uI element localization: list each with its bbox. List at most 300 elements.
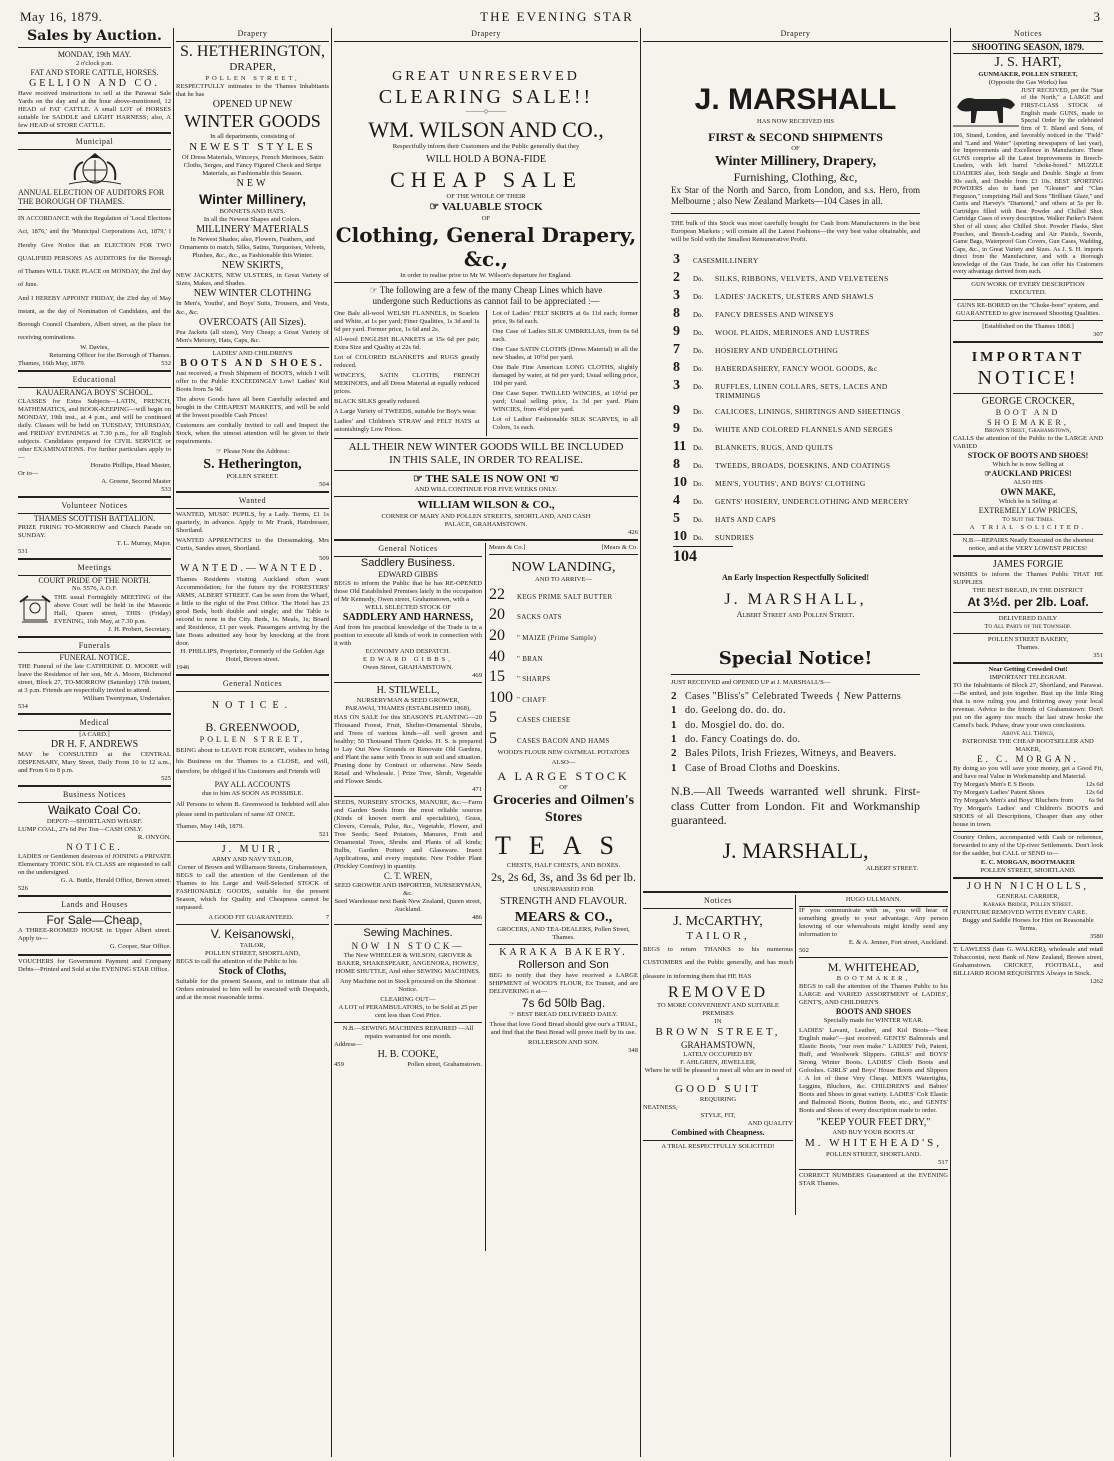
crowded-out: Near Getting Crowded Out! xyxy=(988,665,1068,673)
boots-body: Just received, a Fresh Shipment of BOOTS, which I will offer to the Public EXCEEDINGLY Low! Ladies' Kid Boots from 5s 9d. xyxy=(176,370,329,394)
saddlery-title: Saddlery Business. xyxy=(360,556,456,569)
inspection: An Early Inspection Respectfully Solicited! xyxy=(721,572,870,582)
ullmann-title: HUGO ULLMANN. xyxy=(799,895,948,907)
case-row xyxy=(673,420,918,437)
greenwood-date: Thames, May 14th, 1879. xyxy=(176,822,244,830)
case-item: GENTS' HOSIERY, UNDERCLOTHING AND MERCERY xyxy=(715,496,910,506)
forgie-body: WISHES to inform the Thames Public THAT HE SUPPLIES xyxy=(953,570,1103,587)
court-body: THE usual Fortnightly MEETING of the above Court will be held in the Masonic Hall, Queen street, THIS (Friday) EVENING, 16th May, at 7.30 p.m. xyxy=(54,593,171,625)
bonnets: BONNETS AND HATS. xyxy=(219,207,286,215)
wren-name: C. T. WREN, xyxy=(383,871,433,882)
court-title: COURT PRIDE OF THE NORTH. xyxy=(38,575,151,585)
mccarthy-name: J. McCARTHY, xyxy=(673,913,763,929)
coat-of-arms-icon xyxy=(65,152,125,186)
ad-number: 307 xyxy=(1093,331,1103,339)
court-signature: J. H. Probert, Secretary. xyxy=(108,625,171,633)
strength-flavour: STRENGTH AND FLAVOUR. xyxy=(500,896,627,908)
new-clothing: NEW WINTER CLOTHING xyxy=(193,288,312,300)
shop-name: S. HETHERINGTON, xyxy=(179,42,326,60)
best-bread: THE BEST BREAD, IN THE DISTRICT xyxy=(972,587,1084,595)
clothing-body: In Men's, Youths', and Boys' Suits, Trousers, and Vests, &c., &c. xyxy=(176,300,329,316)
landing-row xyxy=(489,688,638,708)
case-item: MILLINERY xyxy=(715,255,759,265)
case-item: LADIES' JACKETS, ULSTERS AND SHAWLS xyxy=(715,291,874,301)
suit-times: To Suit the Times. xyxy=(1002,515,1054,523)
special-row xyxy=(671,762,920,775)
case-unit: Do. xyxy=(693,274,704,283)
ad-number: 532 xyxy=(161,360,171,368)
morgan-address: POLLEN STREET, SHORTLAND. xyxy=(980,866,1076,874)
groceries: Groceries and Oilmen's Stores xyxy=(492,792,635,825)
gun-work: GUN WORK OF EVERY DESCRIPTION EXECUTED. xyxy=(971,280,1085,296)
case-item: HABERDASHERY, FANCY WOOL GOODS, &c xyxy=(715,364,878,374)
keisanowski-body: BEGS to call the attention of the Public to his xyxy=(176,957,297,965)
dress-materials: Of Dress Materials, Winceys, French Merinoes, Satin Cloths, Serges, and Fancy Figured Check and Stripe Materials, as Fashionable this Season. xyxy=(181,154,324,178)
election-title: ANNUAL ELECTION OF AUDITORS FOR THE BOROUGH OF THAMES. xyxy=(18,187,165,207)
coal-signature: R. ONYON. xyxy=(137,833,171,841)
also: ALSO— xyxy=(551,759,576,767)
landing-qty: 20 xyxy=(489,626,505,644)
case-row xyxy=(673,492,918,509)
case-qty: 10 xyxy=(673,529,687,545)
case-row xyxy=(673,377,918,400)
landing-item: CASES CHEESE xyxy=(517,716,571,725)
cheap-line: One Bale Fine American LONG CLOTHS, slightly damaged by water, at 6d per yard; Usual selling price, 10d per yard. xyxy=(492,363,638,387)
cheap-line: BLACK SILKS greatly reduced. xyxy=(334,397,421,405)
ad-number: 531 xyxy=(18,547,28,555)
case-qty: 8 xyxy=(673,306,680,321)
newest-styles: NEWEST STYLES xyxy=(189,140,316,153)
section-municipal: Municipal xyxy=(18,136,171,150)
following-lines: The following are a few of the many Cheap Lines which have undergone such Reductions as cannot fail to be appreciated :— xyxy=(372,284,603,306)
cheap-line: One Case Super. TWILLED WINCIES, at 10½d per yard; Usual selling price, 1s 3d per yard. Plain WINCIES, from 4½d per yard. xyxy=(492,389,638,413)
cooke-address: Pollen street, Grahamstown. xyxy=(407,1061,482,1069)
notice-title: NOTICE. xyxy=(211,699,294,711)
landing-row xyxy=(489,729,638,749)
marshall-name-2: J. MARSHALL, xyxy=(724,591,867,609)
boots-heading: LADIES' AND CHILDREN'S xyxy=(212,349,293,357)
notices-block xyxy=(643,895,948,1215)
furniture: FURNITURE REMOVED WITH EVERY CARE. xyxy=(953,908,1087,916)
section-funerals: Funerals xyxy=(18,640,171,654)
respectfully-inform: Respectfully inform their Customers and the Public generally that they xyxy=(392,143,580,151)
hart-body: JUST RECEIVED, per the "Star of the North," a LARGE and FIRST-CLASS STOCK of English made GUNS, made to Special Order by the celebrated firm of T. Bland and Sons, of 106, Strand, London, and favorably noticed in the "Field" and "Land and Water" (sporting newspapers of last year), for Improvements and Excellence in Manufacture. These GUNS comprise all the Latest Improvements in Breech-Loaders, with left barrel "choke-bored." MUZZLE LOADERS also, both Single and Double. Single at from 30s each, and Double from £3 10s. BEST SPORTING POWDERS also to hand per "Gleaner" and "Clan Ferguson," comprising Hall and Sons "Brilliant Glaze," and Curtis and Harvey's "Diamond," and others at 5s per lb. Cartridges filled with Best Powder and Chilled Shot. Cartridge Cases of every description. Walker Parker's Patent Shot of all sizes; also Chilled Shot. Powder Flasks, Shot Pouches, and Breech-Loading and Air Pistols, Swords, Game Bags, Waterproof Gun Covers, Gun Cases, Wadding, Caps, &c., in Great Variety and Sizes. As J. S. H. imports direct from the Manufacturer, and with a thorough knowledge of the Gun Trade, he can offer his Customers every advantage derived from such. xyxy=(953,86,1103,276)
combined: Combined with Cheapness. xyxy=(671,1128,765,1138)
landing-item: " BRAN xyxy=(517,654,543,663)
quality: AND QUALITY xyxy=(747,1120,793,1128)
new-heading: NEW xyxy=(236,178,269,190)
morgan-body: By doing so you will save your money, get a Good Fit, and have real Value in Workmanship and Material. xyxy=(953,765,1103,781)
chests: CHESTS, HALF CHESTS, AND BOXES. xyxy=(506,861,621,869)
landing-item: " SHARPS xyxy=(517,675,551,684)
case-item: FANCY DRESSES AND WINSEYS xyxy=(715,310,834,319)
wanted-3-title: WANTED.—WANTED. xyxy=(180,563,325,575)
price-row xyxy=(953,781,1103,789)
section-wanted: Wanted xyxy=(176,495,329,509)
correct-numbers: CORRECT NUMBERS Guaranteed at the EVENING STAR Thames. xyxy=(799,1171,948,1187)
ahlgren: F. AHLGREN, JEWELLER, xyxy=(680,1058,756,1066)
special-qty: 1 xyxy=(671,704,677,717)
unsurpassed: UNSURPASSED FOR xyxy=(533,886,594,894)
price-item: Try Morgan's Men's and Boys' Bluchers from xyxy=(953,797,1074,805)
case-unit: Do. xyxy=(693,443,704,452)
low-prices: EXTREMELY LOW PRICES, xyxy=(978,505,1078,515)
ad-number: 525 xyxy=(161,775,171,783)
column-3: Drapery GREAT UNRESERVED CLEARING SALE!! ———◇——— WM. WILSON AND CO., Respectfully inform their Customers and the Public generally that they WILL HOLD A BONA-FIDE CHEAP SALE OF THE WHOLE OF THEIR ☞ VALUABLE STOCK OF Clothing, General Drapery, &c., In order to realise prior to Mr W. Wilson's departure for England. ☞ The following are a few of the many Cheap Lines which have undergone such Reductions as cannot fail to be appreciated :— One Bale all-wool WELSH FLANNELS, in Scarlets and White, at 1s per yard; Finer Qualities, 1s 3d and 1s 6d per yard. Former price, 1s 6d and 2s. All-wool ENGLISH BLANKETS at 15s 6d per pair; Extra Size and Quality at 22s 6d. Lot of COLORED BLANKETS and RUGS greatly reduced. WINCEYS, SATIN CLOTHS, FRENCH MERINOES, and all Dress Material at equally reduced prices. BLACK SILKS greatly reduced. A Large Variety of TWEEDS, suitable for Boy's wear. Ladies' and Children's STRAW and FELT HATS at astonishingly Low Prices. Lot of Ladies' FELT SKIRTS at 6s 11d each; former price, 9s 6d each. One Case of Ladies SILK UMBRELLAS, from 6s 6d each. One Case SATIN CLOTHS (Dress Material) in all the new Shades, at 10½d per yard. One Bale Fine American LONG CLOTHS, slightly damaged by water, at 6d per yard; Usual selling price, 10d per yard. One Case Super. TWILLED WINCIES, at 10½d per yard; Usual selling price, 1s 3d per yard. Plain WINCIES, from 4½d per yard. Lot of Ladies' Fashionable SILK SCARVES, in all Colors, 1s each. ALL THEIR NEW WINTER GOODS WILL BE INCLUDED IN THIS SALE, IN ORDER TO REALISE. ☞ THE SALE IS NOW ON! ☜ AND WILL CONTINUE FOR FIVE WEEKS ONLY. WILLIAM WILSON & CO., CORNER OF MARY AND POLLEN STREETS, SHORTLAND, AND CASH PALACE, GRAHAMSTOWN. 426 General Notices Saddlery Business. EDWARD GIBBS BEGS to inform the Public that he has RE-OPENED those Old Established Premises lately in the occupation of Mr Kennedy, Owen street, Grahamstown, with a WELL SELECTED STOCK OF SADDLERY AND HARNESS, And from his practical knowledge of the Trade is in a position to execute all kinds of work in connection with it with ECONOMY AND DESPATCH. EDWARD GIBBS, Owen Street, GRAHAMSTOWN. 469 H. STILWELL, NURSERYMAN & SEED GROWER, PARAWAI, THAMES (ESTABLISHED 1868), HAS ON SALE for this SEASON'S PLANTING—20 Thousand Forest, Fruit, Shelter-Ornamental Shrubs, and Trees of various kinds—all well grown and healthy; 50 Thousand Thorn Quicks. H. S. is prepared to Lay Out New Grounds or Renovate Old Gardens, and Plant the same with Trees to suit soil and situation. Pruning done by Contract or otherwise. New Seeds Retail and Wholesale. | Prize Tree, Shrub, Vegetable and Flower Seeds. 471 SEEDS, NURSERY STOCKS, MANURE, &c.—Farm and Garden Seeds from the most reliable sources (Kinds of known merit and specialities), Grass, Clovers, Cereals, Pulse, &c., Vegetable, Flower, and Tree Seeds; Seed Potatoes, Manures, Fruit and Ornamental Trees, Shrubs and Plants of all kinds; Bulbs, Garden Pottery and Glassware. Insect Applications, and every requisite. New Fodder Plant (Prickley Comfrey) in quantity. C. T. WREN, SEED GROWER AND IMPORTER, NURSERYMAN, &c. Seed Warehouse next Bank New Zealand, Queen street, Auckland. 486 Sewing Machines. NOW IN STOCK— The New WHEELER & WILSON, GROVER & BAKER, SHAKESPEARE, ANGENORA, HOWES', HOME SHUTTLE, And other SEWING MACHINES. Any Machine not in Stock procured on the Shortest Notice. CLEARING OUT— A LOT of PERAMBULATORS, to be Sold at 25 per cent less than Cost Price. N.B.—SEWING MACHINES REPAIRED —All repairs warranted for one month. Address— H. B. COOKE, 459 Pollen street, Grahamstown. Mears & Co.] [Mears & Co. NOW LANDING, AND TO ARRIVE— 22 KEGS PRIME SALT BUTTER 20 SACKS OATS 20 " MAIZE (Prime Sample) 40 " BRAN 15 " SHARPS 100 " CHAFF 5 CASES CHEESE 5 CASES BACON AND HAMS WOOD'S FLOUR NEW OATMEAL POTATOES ALSO— A LARGE STOCK OF Groceries and Oilmen's Stores TEAS CHESTS, HALF CHESTS, AND BOXES. 2s, 2s 6d, 3s, and 3s 6d per lb. UNSURPASSED FOR STRENGTH AND FLAVOUR. MEARS & CO., GROCERS, AND TEA-DEALERS, Pollen Street, Thames. KARAKA BAKERY. Rollerson and Son BEG to notify that they have received a LARGE SHIPMENT of WOOD'S FLOUR, Ex Transit, and are DELIVERING it at— 7s 6d 50lb Bag. ☞ BEST BREAD DELIVERED DAILY. Those that love Good Bread should give our's a TRIAL, and find that the Best Bread will prove itself by its use. ROLLERSON AND SON. 348 xyxy=(334,28,638,1457)
auction-firm: GELLION AND CO. xyxy=(29,77,160,89)
funeral-body: THE Funeral of the late CATHERINE D. MOORE will leave the Residence of her son, Mr A. Moore, Richmond street, Block 27, TO-MORROW (Saturday) 17th instant, at 3 p.m. Friends are respectfully invited to attend. xyxy=(18,663,171,695)
also-his: ALSO HIS xyxy=(1013,478,1043,486)
section-educational: Educational xyxy=(18,374,171,388)
address-label: Address— xyxy=(334,1040,363,1048)
cases-list xyxy=(643,244,948,545)
ad-number: 469 xyxy=(472,672,482,680)
ad-number: 459 xyxy=(334,1061,344,1069)
lawless: T. LAWLESS (late G. WALKER), wholesale and retail Tobacconist, next Bank of New Zealand, Brown street, Grahamstown. CRICKET, FOOTBALL, and BILLIARD ROOM REQUISITES Always in Stock. xyxy=(953,945,1103,978)
election-body-2: And I HEREBY APPOINT FRIDAY, the 23rd day of May instant, as the day of Nomination of Candidates, and the Borough Council Chambers, Albert street, as the place for receiving nominations. xyxy=(18,294,171,342)
muir-address: Corner of Brown and Williamson Streets, Grahamstown, xyxy=(177,864,328,872)
requiring: REQUIRING xyxy=(699,1096,737,1104)
loaf-price: At 3½d. per 2lb. Loaf. xyxy=(967,595,1089,610)
case-qty: 9 xyxy=(673,420,680,436)
trial-solicited: A TRIAL RESPECTFULLY SOLICITED! xyxy=(661,1143,775,1151)
landing-qty: 5 xyxy=(489,709,497,727)
selling-at: Which he is now Selling at xyxy=(992,461,1064,469)
column-5 xyxy=(953,28,1103,1457)
notice-title: NOTICE. xyxy=(66,841,123,852)
battalion-signature: T. L. Murray, Major. xyxy=(116,539,171,547)
perambulators: A LOT of PERAMBULATORS, to be Sold at 25 per cent less than Cost Price. xyxy=(338,1003,478,1019)
of: OF xyxy=(559,783,568,791)
battalion-title: THAMES SCOTTISH BATTALION. xyxy=(33,514,156,524)
issue-date: May 16, 1879. xyxy=(20,9,103,24)
buy-boots: AND BUY YOUR BOOTS AT xyxy=(832,1129,915,1137)
own-make: OWN MAKE, xyxy=(1000,486,1056,497)
case-row xyxy=(673,287,918,304)
sale-body: A THREE-ROOMED HOUSE in Upper Albert street. Apply to— xyxy=(18,927,171,943)
case-row xyxy=(673,323,918,340)
section-lands: Lands and Houses xyxy=(18,899,171,913)
shop-role: DRAPER, xyxy=(229,61,276,74)
cheap-line: One Case SATIN CLOTHS (Dress Material) in all the new Shades, at 10½d per yard. xyxy=(492,345,638,361)
which-is: Which he is Selling at xyxy=(998,497,1058,505)
special-row xyxy=(671,747,920,760)
landing-qty: 100 xyxy=(489,688,513,706)
price-value: 12s 6d xyxy=(1085,789,1103,797)
ad-number: 471 xyxy=(472,785,482,793)
mccarthy-role: TAILOR, xyxy=(686,929,750,942)
crowded-body: TO the Inhabitants of Block 27, Shortland, and Parawai.—Be united, and join together. Bust up the little Ring that is now ruling you and frittering away your local revenue. Advice to the friends of Grahamstown: Don't put on the agony too much: the last straw broke the Camel's back. Pshaw, draw your own conclusions. xyxy=(953,681,1103,730)
neatness: NEATNESS, xyxy=(643,1104,678,1112)
hart-role: GUNMAKER, POLLEN STREET, xyxy=(978,70,1078,78)
case-row xyxy=(673,359,918,376)
case-unit: Do. xyxy=(693,329,704,338)
grahamstown: GRAHAMSTOWN, xyxy=(680,1039,756,1050)
valuable-stock: VALUABLE STOCK xyxy=(441,201,543,214)
winter-goods-heading: WINTER GOODS xyxy=(184,110,321,131)
cheap-line: Ladies' and Children's STRAW and FELT HATS at astonishingly Low Prices. xyxy=(334,418,480,434)
morgan-name: E. C. MORGAN. xyxy=(977,754,1079,765)
case-row xyxy=(673,402,918,419)
economy: ECONOMY AND DESPATCH. xyxy=(365,648,451,656)
ad-number: 3580 xyxy=(1089,932,1103,940)
section-notices: Notices xyxy=(953,28,1103,42)
shop-intro: RESPECTFULLY intimates to the Thames Inhabitants that he has xyxy=(176,82,329,98)
keisanowski-body-2: Suitable for the present Season, and to intimate that all Orders entrusted to him will be executed with Despatch, and at the most reasonable terms. xyxy=(176,978,329,1002)
landing-item: CASES BACON AND HAMS xyxy=(517,736,610,745)
due: due to him AS SOON AS POSSIBLE. xyxy=(202,789,303,797)
gibbs-name: EDWARD GIBBS xyxy=(378,569,438,579)
whitehead-block xyxy=(799,895,948,1215)
all-parts: To All Parts of the Township. xyxy=(984,622,1072,630)
court-number: No. 5576, A.O.F. xyxy=(71,585,118,593)
special-item: do. Geelong do. do. do. xyxy=(685,705,786,717)
karaka-bridge: Karaka Bridge, Pollen Street. xyxy=(983,900,1073,908)
pay-accounts: PAY ALL ACCOUNTS xyxy=(214,779,291,789)
all-new-goods: ALL THEIR NEW WINTER GOODS WILL BE INCLUDED IN THIS SALE, IN ORDER TO REALISE. xyxy=(348,441,624,467)
wilson-firm-2: WILLIAM WILSON & CO., xyxy=(417,499,555,512)
doctor-body: MAY be CONSULTED at the CENTRAL DISPENSARY, Mary Street, Daily From 10 to 12 a.m., and From 6 to 8 p.m. xyxy=(18,751,171,775)
ad-number: 7 xyxy=(325,914,329,922)
stilwell-role: NURSERYMAN & SEED GROWER, xyxy=(356,697,460,705)
case-unit: Do. xyxy=(693,311,704,319)
whitehead-name: M. WHITEHEAD, xyxy=(827,960,920,975)
total-cases: 104 xyxy=(673,548,697,566)
case-unit: Do. xyxy=(693,383,704,392)
brown-street: BROWN STREET, xyxy=(655,1026,781,1039)
of: OF xyxy=(481,214,491,222)
wilson-firm: WM. WILSON AND CO., xyxy=(368,116,604,142)
case-row xyxy=(673,438,918,455)
section-medical: Medical xyxy=(18,717,171,731)
clothing-drapery: Clothing, General Drapery, &c., xyxy=(335,222,637,272)
telegram: IMPORTANT TELEGRAM. xyxy=(989,673,1067,681)
wanted-3: Thames Residents visiting Auckland often want Accommodation; for the future try the FORESTERS' ARMS, ALBERT STREET. Can be seen from the Wharf, a little to the right of the Post Office. The Hotel has 23 good Beds, both double and single; and the Table is second to none in the City. Beds, 1s. Meals, 1s; Board and Residence, £1 per week. Passengers arriving by the late Boats admitted any hour by knocking at the front door. xyxy=(176,575,329,647)
cheap-lines xyxy=(334,310,638,436)
sewing-body: The New WHEELER & WILSON, GROVER & BAKER, SHAKESPEARE, ANGENORA, HOWES', HOME SHUTTLE, And other SEWING MACHINES. xyxy=(335,951,481,975)
marshall-name: J. MARSHALL xyxy=(694,82,897,116)
notice-signature: G. A. Buttle, Herald Office, Brown street. xyxy=(60,876,171,884)
keisanowski-name: V. Keisanowski, xyxy=(210,927,295,942)
hart-opposite: (Opposite the Gas Works) has xyxy=(988,78,1068,86)
cheap-line: All-wool ENGLISH BLANKETS at 15s 6d per pair; Extra Size and Quality at 22s 6d. xyxy=(334,335,480,351)
customers-invite: Customers are cordially invited to call and Inspect the Stock, when the utmost attention will be given to their requirements. xyxy=(176,422,329,446)
good-suit: GOOD SUIT xyxy=(675,1082,761,1095)
indebted: All Persons to whom B. Greenwood is Indebted will also please send in particulars of same AT ONCE. xyxy=(176,800,329,819)
pointing-hand-icon: ☞ xyxy=(984,469,992,479)
page-number: 3 xyxy=(1093,9,1100,24)
crocker-body: CALLS the attention of the Public to the LARGE AND VARIED xyxy=(953,435,1103,451)
teas: TEAS xyxy=(495,830,632,860)
wren-address: Seed Warehouse next Bank New Zealand, Queen street, Auckland. xyxy=(334,898,482,914)
overcoats: OVERCOATS (All Sizes). xyxy=(199,316,306,328)
keep-feet-dry: "KEEP YOUR FEET DRY," xyxy=(816,1117,931,1128)
shapes: In all the Newest Shapes and Colors. xyxy=(203,215,302,223)
landing-qty: 5 xyxy=(489,729,497,747)
great-unreserved: GREAT UNRESERVED xyxy=(392,68,580,84)
skirts-body: NEW JACKETS, NEW ULSTERS, in Great Variety of Sizes, Makes, and Shades. xyxy=(176,272,329,288)
school-or: Or to— xyxy=(18,470,39,478)
lately-occupied: LATELY OCCUPIED BY xyxy=(683,1050,753,1058)
section-drapery: Drapery xyxy=(176,28,329,42)
special-item: Case of Broad Cloths and Doeskins. xyxy=(685,762,841,774)
special-list xyxy=(643,687,948,778)
case-unit: Do. xyxy=(693,479,704,488)
case-item: HATS AND CAPS xyxy=(715,515,776,525)
premises: TO MORE CONVENIENT AND SUITABLE PREMISES xyxy=(657,1002,779,1018)
realise: In order to realise prior to Mr W. Wilson's departure for England. xyxy=(400,271,572,279)
sale-title: For Sale—Cheap, xyxy=(46,912,143,927)
winter-millinery: Winter Millinery, xyxy=(199,190,306,207)
section-general: General Notices xyxy=(334,543,482,557)
case-row xyxy=(673,305,918,322)
case-row xyxy=(673,251,918,268)
case-qty: 5 xyxy=(673,511,680,527)
column-2 xyxy=(176,28,329,1457)
keisanowski-role: TAILOR, xyxy=(239,941,266,949)
guns-rebored: GUNS RE-BORED on the "Choke-bore" system, and GUARANTEED to give increased Shooting Qualities. xyxy=(956,301,1100,318)
special-item: Cases "Bliss's" Celebrated Tweeds { New Patterns xyxy=(685,690,902,702)
stilwell-address: PARAWAI, THAMES (ESTABLISHED 1868), xyxy=(345,705,471,713)
whitehead-body: BEGS to call the attention of the Thames Public to his LARGE and VARIED ASSORTMENT of LADIES', GENT'S, AND CHILDREN'S xyxy=(799,982,948,1006)
funeral-signature: William Twentyman, Undertaker. xyxy=(82,695,171,703)
mears-block xyxy=(489,543,638,1251)
landing-qty: 40 xyxy=(489,647,505,665)
case-qty: 8 xyxy=(673,456,680,472)
stock-of-cloths: Stock of Cloths, xyxy=(218,966,287,978)
case-item: WHITE AND COLORED FLANNELS AND SERGES xyxy=(715,424,893,434)
school-signature: Horatio Phillips, Head Master, xyxy=(90,462,171,470)
wanted-2: WANTED APPRENTICES to the Dressmaking. Mrs Curtis, Sandes street, Shortland. xyxy=(176,537,329,553)
morgan-children: Try Morgan's Ladies' and Children's BOOTS and SHOES of all Descriptions, Cheaper than any other house in town. xyxy=(953,805,1103,829)
seeds-body: SEEDS, NURSERY STOCKS, MANURE, &c.—Farm and Garden Seeds from the most reliable sources (Kinds of known merit and specialities), Grass, Clovers, Cereals, Pulse, &c., Vegetable, Flower, and Tree Seeds; Seed Potatoes, Manures, Fruit and Ornamental Trees, Shrubs and Plants of all kinds; Bulbs, Garden Pottery and Glassware. Insect Applications, and every requisite. New Fodder Plant (Prickley Comfrey) in quantity. xyxy=(334,798,482,871)
section-drapery: Drapery xyxy=(334,28,638,42)
pointing-hand-icon: ☞ xyxy=(369,284,378,295)
case-item: SUNDRIES xyxy=(715,533,755,543)
battalion-body: PRIZE FIRING TO-MORROW and Church Parade on SUNDAY. xyxy=(18,523,171,539)
mccarthy-body: BEGS to return THANKS to his numerous CUSTOMERS and the Public generally, and has much pleasure in informing them that HE HAS xyxy=(643,946,793,980)
wanted-1: WANTED, MUSIC PUPILS, by a Lady. Terms, £1 1s quarterly, in advance. Apply to Mr Frank, Hairdresser, Shortland. xyxy=(176,511,329,535)
election-date: Thames, 16th May, 1879. xyxy=(18,360,86,368)
general-notices-block xyxy=(334,543,638,1251)
vouchers-notice: VOUCHERS for Government Payment and Company Debts—Printed and Sold at the EVENING STAR Office. xyxy=(18,957,171,973)
case-unit: Do. xyxy=(693,461,704,470)
whitehead-role: BOOTMAKER, xyxy=(836,974,911,982)
pointing-hand-icon: ☞ xyxy=(413,472,423,485)
boots-and-shoes: BOOTS AND SHOES xyxy=(835,1006,912,1016)
case-qty: 4 xyxy=(673,492,680,508)
ad-number: 502 xyxy=(799,947,809,955)
sewing-title: Sewing Machines. xyxy=(363,927,453,940)
gibbs-address: Owen Street, GRAHAMSTOWN. xyxy=(362,664,454,672)
auction-title: FAT AND STORE CATTLE, HORSES. xyxy=(30,67,159,77)
delivered-daily: DELIVERED DAILY xyxy=(998,614,1058,622)
crocker-address: Brown Street, Grahamstown, xyxy=(984,427,1072,435)
notice-body: LADIES or Gentlemen desirous of JOINING a PRIVATE Elementary TONIC SOL FA CLASS are requested to call on the undersigned. xyxy=(18,852,171,876)
important: IMPORTANT xyxy=(971,350,1085,366)
above-all: Above All Things, xyxy=(1001,730,1055,738)
ad-number: 1946 xyxy=(176,663,190,671)
shop-street: POLLEN STREET, xyxy=(205,74,300,82)
style-fit: STYLE, FIT, xyxy=(700,1112,736,1120)
whitehead-address: POLLEN STREET, SHORTLAND. xyxy=(825,1150,922,1158)
wanted-3-signature: H. PHILLIPS, Proprietor, Formerly of the Golden Age Hotel, Brown street. xyxy=(180,647,325,663)
trial-solicited: A TRIAL SOLICITED. xyxy=(969,523,1087,531)
auction-heading: Sales by Auction. xyxy=(27,28,162,44)
landing-item: KEGS PRIME SALT BUTTER xyxy=(517,592,613,601)
newspaper-title: THE EVENING STAR xyxy=(480,9,634,24)
cheap-line: Lot of Ladies' FELT SKIRTS at 6s 11d each; former price, 9s 6d each. xyxy=(492,309,638,325)
case-item: WOOL PLAIDS, MERINOES AND LUSTRES xyxy=(715,328,870,338)
case-item: BLANKETS, RUGS, AND QUILTS xyxy=(715,442,834,452)
mears-head-left: Mears & Co.] xyxy=(489,543,526,551)
special-qty: 2 xyxy=(671,747,677,760)
landing-row xyxy=(489,667,638,687)
price-row xyxy=(953,789,1103,797)
ad-number: 521 xyxy=(319,830,329,838)
notice: NOTICE! xyxy=(977,367,1079,390)
five-weeks: AND WILL CONTINUE FOR FIVE WEEKS ONLY. xyxy=(414,486,558,494)
greenwood-street: POLLEN STREET, xyxy=(199,734,306,744)
clearing-out: CLEARING OUT— xyxy=(380,995,436,1003)
winter-millinery: Winter Millinery, Drapery, xyxy=(714,154,877,170)
sale-is-on: THE SALE IS NOW ON! xyxy=(425,472,547,485)
where: Where he will be pleased to meet all who are in need of a xyxy=(644,1066,792,1082)
greenwood-name: B. GREENWOOD, xyxy=(205,719,300,734)
case-row xyxy=(673,510,918,527)
case-row xyxy=(673,528,918,545)
ad-number: 504 xyxy=(319,481,329,489)
ad-number: 426 xyxy=(628,528,638,536)
case-qty: 3 xyxy=(673,287,680,303)
case-unit: Do. xyxy=(693,407,704,416)
ad-number: 517 xyxy=(938,1158,948,1166)
clearing-sale: CLEARING SALE!! xyxy=(378,85,594,108)
case-qty: 3 xyxy=(673,378,680,394)
cheap-line: WINCEYS, SATIN CLOTHS, FRENCH MERINOES, and all Dress Material at equally reduced prices. xyxy=(334,371,480,395)
crocker-role: BOOT AND SHOEMAKER, xyxy=(987,407,1069,427)
good-fit: A GOOD FIT GUARANTEED. xyxy=(208,914,294,922)
hunting-dog-icon xyxy=(953,87,1019,129)
case-unit: Do. xyxy=(693,534,704,543)
ad-number: 1262 xyxy=(1089,978,1103,986)
patronise: PATRONISE THE CHEAP BOOTSELLER AND MAKER, xyxy=(962,738,1094,754)
opened-heading: OPENED UP NEW xyxy=(212,98,293,110)
landing-qty: 22 xyxy=(489,585,505,603)
ad-number: 351 xyxy=(1093,651,1103,659)
whitehead-name-2: M. WHITEHEAD'S, xyxy=(805,1137,942,1150)
landing-item: " CHAFF xyxy=(517,695,547,704)
forgie-name: JAMES FORGIE xyxy=(992,558,1064,570)
boots-and-shoes: BOOTS AND SHOES. xyxy=(180,357,325,369)
of: OF xyxy=(791,145,800,152)
landing-item: SACKS OATS xyxy=(517,613,562,622)
millinery-body: In Newest Shades; also, Flowers, Feathers, and Ornaments to match, Silks, Satins, Turquoises, Velvets, Plushes, &c., &c., as Fashionable this Winter. xyxy=(179,235,326,260)
to-arrive: AND TO ARRIVE— xyxy=(535,575,592,583)
removed: REMOVED xyxy=(667,983,769,1001)
case-unit: Do. xyxy=(693,347,704,356)
cheap-line: A Large Variety of TWEEDS, suitable for Boy's wear. xyxy=(334,407,477,415)
hart-name: J. S. HART, xyxy=(994,54,1062,70)
whole-of-their: OF THE WHOLE OF THEIR xyxy=(446,193,526,201)
ad-number: 509 xyxy=(319,555,329,563)
new-skirts: NEW SKIRTS, xyxy=(221,260,284,272)
buggy: Buggy and Saddle Horses for Hire on Reasonable Terms. xyxy=(962,916,1094,932)
landing-item: " MAIZE (Prime Sample) xyxy=(517,633,597,642)
election-signature-role: Returning Officer for the Borough of Thames. xyxy=(49,352,171,360)
rollerson-sign: ROLLERSON AND SON. xyxy=(528,1039,599,1047)
landing-row xyxy=(489,708,638,728)
